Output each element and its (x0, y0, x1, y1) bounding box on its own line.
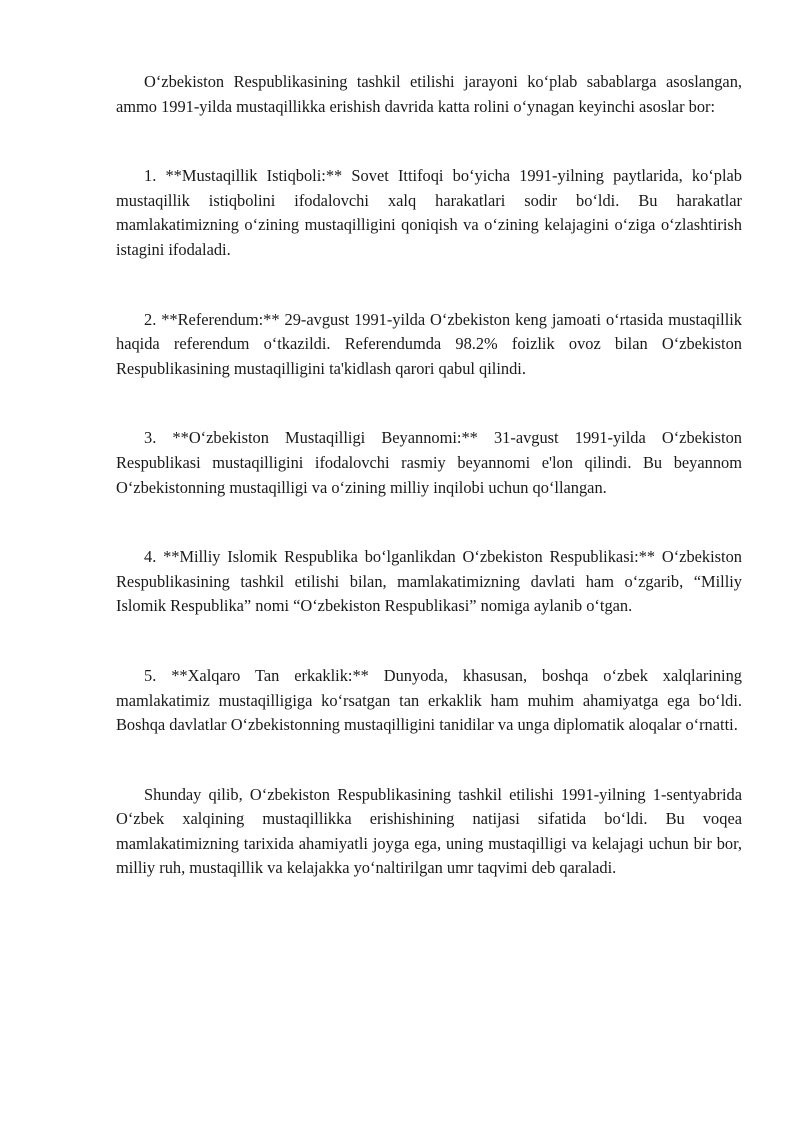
intro-paragraph: O‘zbekiston Respublikasining tashkil etilishi jarayoni ko‘plab sabablarga asoslangan, ammo 1991-yilda mustaqillikka erishish davrida katta rolini o‘ynagan keyinchi asoslar bor: (116, 72, 742, 116)
list-item-independence-prospect: 1. **Mustaqillik Istiqboli:** Sovet Ittifoqi bo‘yicha 1991-yilning paytlarida, ko‘plab mustaqillik istiqbolini ifodalovchi xalq harakatlari sodir bo‘ldi. Bu harakatlar mamlakatimizning o‘zining mustaqilligini qoniqish va o‘zining kelajagini o‘ziga o‘zlashtirish istagini ifodaladi. (116, 166, 742, 259)
conclusion-paragraph: Shunday qilib, O‘zbekiston Respublikasining tashkil etilishi 1991-yilning 1-sentyabrida O‘zbek xalqining mustaqillikka erishishining natijasi sifatida bo‘ldi. Bu voqea mamlakatimizning tarixida ahamiyatli joyga ega, uning mustaqilligi va kelajagi uchun bir bor, milliy ruh, mustaqillik va kelajakka yo‘naltirilgan umr taqvimi deb qaraladi. (116, 784, 742, 878)
paragraph-gap (116, 619, 742, 664)
list-item-republic-name: 4. **Milliy Islomik Respublika bo‘lganlikdan O‘zbekiston Respublikasi:** O‘zbekiston Respublikasining tashkil etilishi bilan, mamlakatimizning davlati ham o‘zgarib, “Milliy Islomik Respublika” nomi “O‘zbekiston Respublikasi” nomiga aylanib o‘tgan. (116, 547, 742, 616)
paragraph-gap (116, 119, 742, 164)
paragraph-gap (116, 738, 742, 783)
list-item-declaration: 3. **O‘zbekiston Mustaqilligi Beyannomi:** 31-avgust 1991-yilda O‘zbekiston Respublikasi mustaqilligini ifodalovchi rasmiy beyannomi e'lon qilindi. Bu beyannom O‘zbekistonning mustaqilligi va o‘zining milliy inqilobi uchun qo‘llangan. (116, 428, 742, 497)
list-item-international-recognition: 5. **Xalqaro Tan erkaklik:** Dunyoda, khasusan, boshqa o‘zbek xalqlarining mamlakatimiz mustaqilligiga ko‘rsatgan tan erkaklik ham muhim ahamiyatga ega bo‘ldi. Boshqa davlatlar O‘zbekistonning mustaqilligini tanidilar va unga diplomatik aloqalar o‘rnatti. (116, 665, 742, 735)
paragraph-gap (116, 500, 742, 545)
list-item-referendum: 2. **Referendum:** 29-avgust 1991-yilda O‘zbekiston keng jamoati o‘rtasida mustaqillik haqida referendum o‘tkazildi. Referendumda 98.2% foizlik ovoz bilan O‘zbekiston Respublikasining mustaqilligini ta'kidlash qarori qabul qilindi. (116, 309, 742, 378)
paragraph-gap (116, 381, 742, 426)
paragraph-gap (116, 263, 742, 308)
